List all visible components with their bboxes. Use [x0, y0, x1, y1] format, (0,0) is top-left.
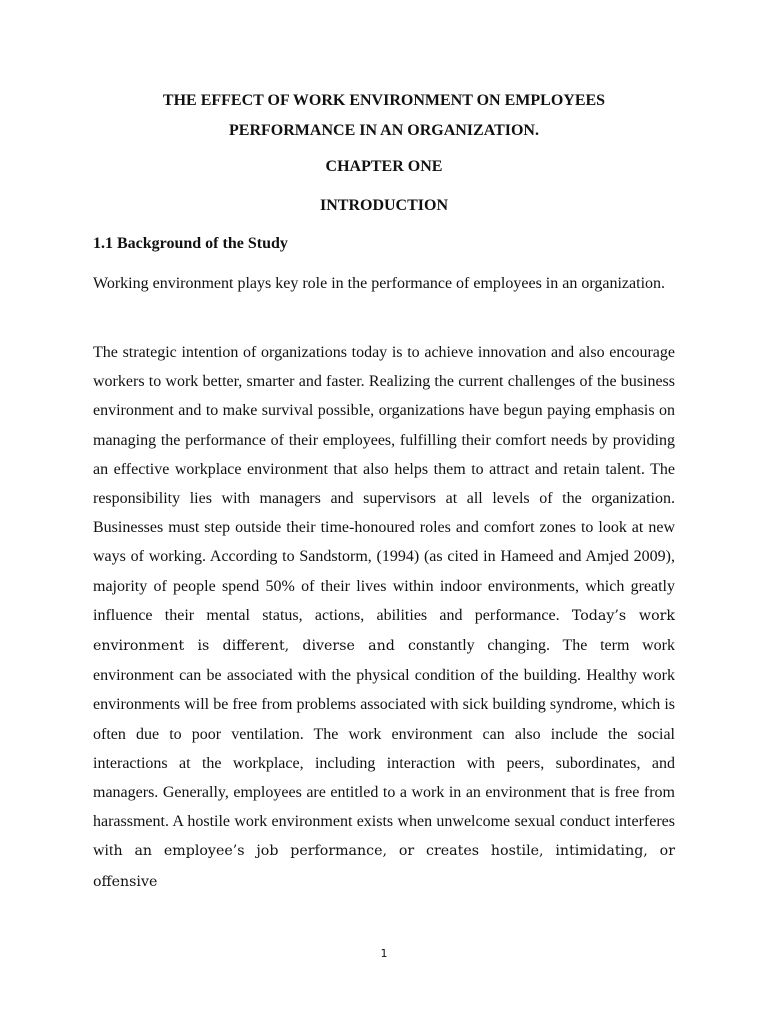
paragraph-2-text-c: onstantly changing. The term work environment can be associated with the physical condition of the building. Healthy work environments will be free from problems associated with sick building syndrome, which is often due to poor ventilation. The work environment can also include the social interactions at the workplace, including interaction with peers, subordinates, and managers. Generally, employees are entitled to a work in an environment that is free from harassment. A hostile work environment exists when unwelcome sexual conduct interferes wit [93, 637, 675, 860]
paragraph-2-text-b: Today’s work environment is different, diverse and c [93, 607, 675, 655]
paragraph-2-text-a: The strategic intention of organizations today is to achieve innovation and also encourage workers to work better, smarter and faster. Realizing the current challenges of the business environment and to make survival possible, organizations have begun paying emphasis on managing the performance of their employees, fulfilling their comfort needs by providing an effective workplace environment that also helps them to attract and retain talent. The responsibility lies with managers and supervisors at all levels of the organization. Businesses must step outside their time-honoured roles and comfort zones to look at new ways of working. According to Sandstorm, (1994) (as cited in Hameed and Amjed 2009), majority of people spend 50% of their lives within indoor environments, which greatly influence their mental status, actions, abilities and performance. [93, 344, 675, 624]
paragraph-2 [93, 338, 675, 897]
subsection-heading: 1.1 Background of the Study [93, 235, 288, 252]
page-number: 1 [380, 947, 388, 960]
document-title [93, 86, 675, 146]
paragraph-1: Working environment plays key role in the performance of employees in an organization. [93, 275, 666, 292]
chapter-heading: CHAPTER ONE [325, 158, 443, 175]
paragraph-2-text-d: h an employee’s job performance, or creates hostile, intimidating, or offensive [93, 843, 675, 890]
title-line-1: THE EFFECT OF WORK ENVIRONMENT ON EMPLOYEES [162, 92, 606, 109]
section-title: INTRODUCTION [319, 197, 448, 214]
title-line-2: PERFORMANCE IN AN ORGANIZATION. [229, 122, 539, 139]
